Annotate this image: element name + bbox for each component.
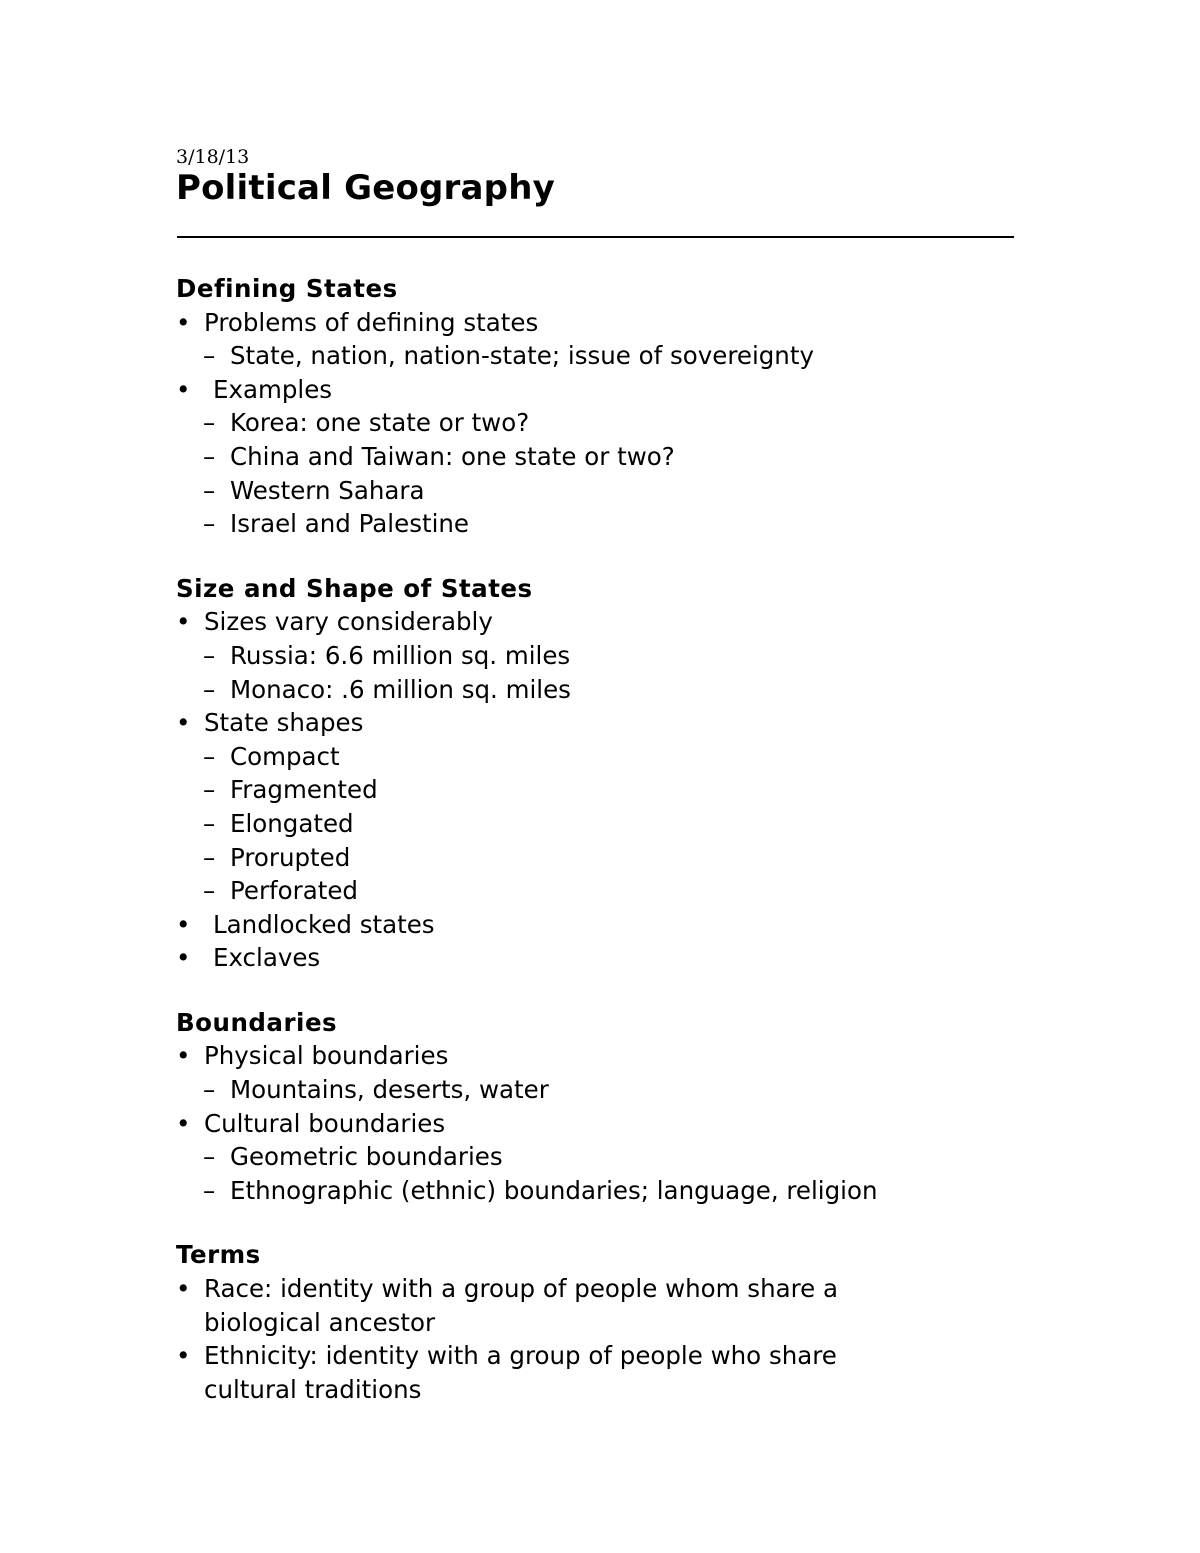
section-heading: Boundaries bbox=[176, 1007, 338, 1037]
bullet-item: • Problems of defining states bbox=[176, 306, 996, 340]
sub-item: – Ethnographic (ethnic) boundaries; language, religion bbox=[176, 1174, 996, 1208]
section-heading: Terms bbox=[176, 1240, 261, 1270]
sub-item: – Fragmented bbox=[176, 773, 996, 807]
notes-body bbox=[176, 272, 996, 1437]
bullet-item-label: Landlocked states bbox=[213, 909, 435, 939]
sub-item: – Compact bbox=[176, 740, 996, 774]
section-heading: Defining States bbox=[176, 274, 398, 303]
sub-item: – Korea: one state or two? bbox=[176, 406, 996, 440]
sub-item: – State, nation, nation-state; issue of sovereignty bbox=[176, 339, 996, 373]
sub-item: – China and Taiwan: one state or two? bbox=[176, 440, 996, 474]
sub-item: – Prorupted bbox=[176, 841, 996, 875]
sub-item: – Israel and Palestine bbox=[176, 507, 996, 541]
section-boundaries bbox=[176, 1006, 996, 1208]
sub-item: – Geometric boundaries bbox=[176, 1140, 996, 1174]
section-defining-states bbox=[176, 272, 996, 541]
bullet-item-label: Exclaves bbox=[213, 943, 321, 973]
note-date: 3/18/13 bbox=[176, 146, 250, 168]
bullet-item: • Sizes vary considerably bbox=[176, 605, 996, 639]
bullet-item-label: Examples bbox=[213, 374, 333, 404]
sub-item: – Perforated bbox=[176, 874, 996, 908]
bullet-item: • Cultural boundaries bbox=[176, 1107, 996, 1141]
bullet-item: • Physical boundaries bbox=[176, 1039, 996, 1073]
bullet-item: • State shapes bbox=[176, 706, 996, 740]
section-terms bbox=[176, 1238, 996, 1406]
sub-item: – Russia: 6.6 million sq. miles bbox=[176, 639, 996, 673]
title-divider bbox=[177, 236, 1014, 238]
sub-item: – Elongated bbox=[176, 807, 996, 841]
bullet-item: • Ethnicity: identity with a group of people who share cultural traditions bbox=[176, 1339, 924, 1406]
sub-item: – Western Sahara bbox=[176, 474, 996, 508]
section-heading: Size and Shape of States bbox=[176, 573, 533, 603]
bullet-item bbox=[176, 908, 996, 942]
bullet-item bbox=[176, 941, 996, 975]
bullet-item bbox=[176, 373, 996, 407]
page-title: Political Geography bbox=[176, 168, 555, 208]
sub-item: – Mountains, deserts, water bbox=[176, 1073, 996, 1107]
bullet-item: • Race: identity with a group of people whom share a biological ancestor bbox=[176, 1272, 924, 1339]
section-size-and-shape bbox=[176, 572, 996, 975]
sub-item: – Monaco: .6 million sq. miles bbox=[176, 673, 996, 707]
